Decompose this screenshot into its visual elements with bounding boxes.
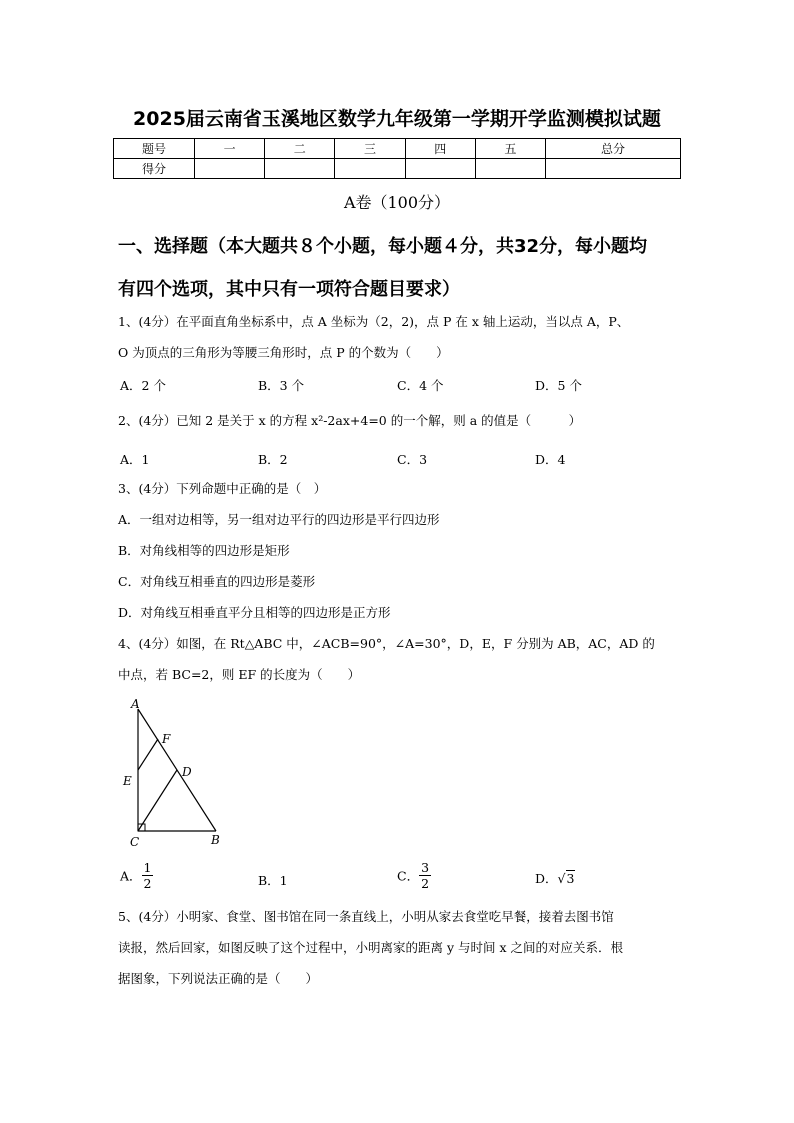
question-4-line2: 中点，若 BC=2，则 EF 的长度为（ ） [118, 667, 361, 682]
label-e: E [123, 774, 132, 788]
q1-option-c: C．4 个 [397, 378, 444, 393]
question-1-line1: 1、(4分）在平面直角坐标系中，点 A 坐标为（2，2)，点 P 在 x 轴上运动，当以点 A，P、 [118, 314, 630, 329]
exam-title: 2025届云南省玉溪地区数学九年级第一学期开学监测模拟试题 [133, 108, 661, 130]
q4-option-c-prefix: C． [397, 868, 420, 884]
score-cell[interactable] [195, 159, 265, 179]
score-header-cell: 题号 [114, 139, 195, 159]
q2-option-c: C．3 [397, 452, 428, 467]
score-cell[interactable] [546, 159, 681, 179]
question-4-line1: 4、(4分）如图，在 Rt△ABC 中，∠ACB=90°，∠A=30°，D，E，F 分别为 AB，AC，AD 的 [118, 636, 655, 651]
q3-option-d: D．对角线互相垂直平分且相等的四边形是正方形 [118, 605, 391, 620]
fraction-denominator: 2 [143, 876, 152, 891]
score-cell[interactable] [335, 159, 405, 179]
q1-option-d: D．5 个 [535, 378, 582, 393]
label-b: B [211, 833, 220, 847]
sqrt-symbol: √ [557, 871, 566, 886]
q1-option-b: B．3 个 [258, 378, 305, 393]
fraction-numerator: 3 [421, 860, 430, 875]
q4-option-b: B．1 [258, 873, 288, 888]
q4-option-d [535, 869, 575, 887]
score-cell[interactable] [405, 159, 475, 179]
score-header-cell: 总分 [546, 139, 681, 159]
score-table-header-row [114, 139, 681, 159]
section-heading-line1: 一、选择题（本大题共８个小题，每小题４分，共32分，每小题均 [118, 236, 648, 257]
score-row-label: 得分 [114, 159, 195, 179]
score-header-cell: 四 [405, 139, 475, 159]
score-header-cell: 一 [195, 139, 265, 159]
score-table-score-row [114, 159, 681, 179]
q1-option-a: A．2 个 [120, 378, 166, 393]
fraction-one-half [142, 860, 154, 891]
q2-option-a: A．1 [120, 452, 150, 467]
label-a: A [131, 697, 140, 711]
q4-option-a [120, 860, 153, 891]
q2-option-b: B．2 [258, 452, 288, 467]
score-cell[interactable] [265, 159, 335, 179]
score-header-cell: 三 [335, 139, 405, 159]
q4-option-c [397, 860, 431, 891]
q3-option-c: C．对角线互相垂直的四边形是菱形 [118, 574, 316, 589]
section-heading-line2: 有四个选项，其中只有一项符合题目要求） [118, 279, 460, 300]
question-3-line1: 3、(4分）下列命题中正确的是（ ） [118, 481, 327, 496]
paper-section-heading: A卷（100分） [343, 193, 451, 212]
sqrt-radicand: 3 [566, 871, 575, 886]
score-header-cell: 五 [475, 139, 545, 159]
q3-option-b: B．对角线相等的四边形是矩形 [118, 543, 290, 558]
question-5-line3: 据图象，下列说法正确的是（ ） [118, 971, 319, 986]
question-5-line2: 读报，然后回家，如图反映了这个过程中，小明离家的距离 y 与时间 x 之间的对应关系．根 [118, 940, 624, 955]
q4-option-a-prefix: A． [120, 868, 142, 884]
score-header-cell: 二 [265, 139, 335, 159]
score-table [113, 138, 681, 179]
question-5-line1: 5、(4分）小明家、食堂、图书馆在同一条直线上，小明从家去食堂吃早餐，接着去图书馆 [118, 909, 614, 924]
fraction-three-halves [419, 860, 431, 891]
triangle-figure [120, 695, 232, 853]
q4-option-d-prefix: D． [535, 871, 558, 886]
q2-option-d: D．4 [535, 452, 566, 467]
score-cell[interactable] [475, 159, 545, 179]
q3-option-a: A．一组对边相等，另一组对边平行的四边形是平行四边形 [118, 512, 440, 527]
fraction-numerator: 1 [143, 860, 152, 875]
label-c: C [130, 835, 140, 849]
label-f: F [162, 732, 171, 746]
label-d: D [182, 765, 192, 779]
fraction-denominator: 2 [421, 876, 430, 891]
question-1-line2: O 为顶点的三角形为等腰三角形时，点 P 的个数为（ ） [118, 345, 449, 360]
question-2-line1: 2、(4分）已知 2 是关于 x 的方程 x²-2ax+4=0 的一个解，则 a 的值是（ ） [118, 413, 582, 428]
